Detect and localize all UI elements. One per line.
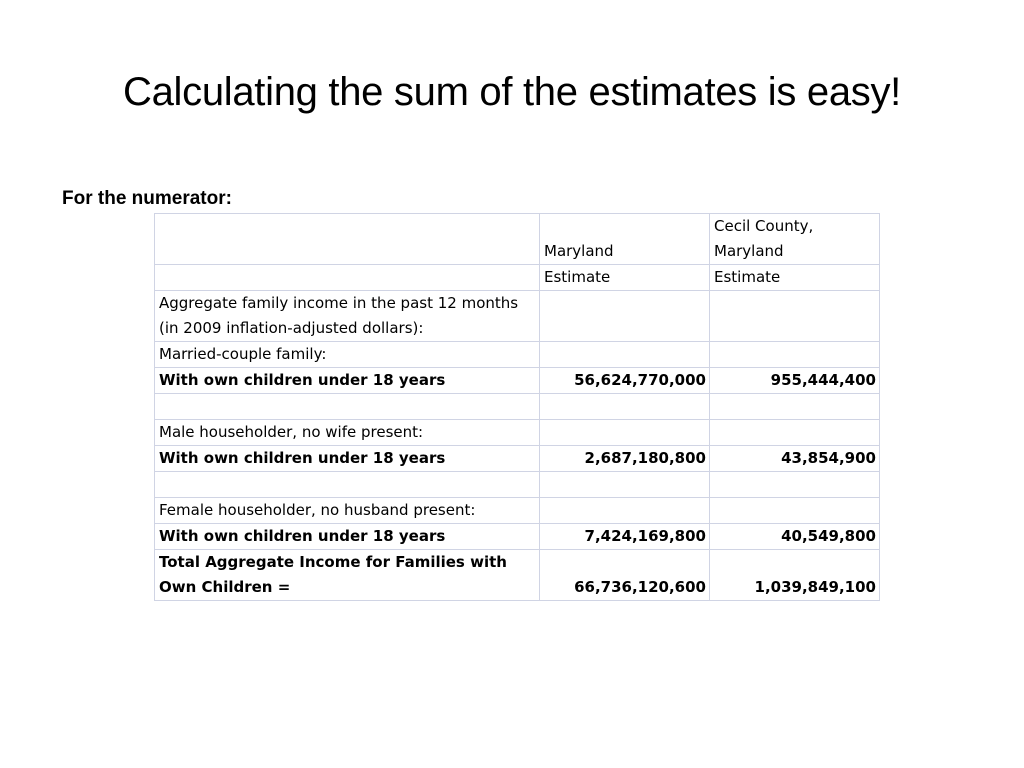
row-label: Aggregate family income in the past 12 months (in 2009 inflation-adjusted dollars): <box>155 291 540 342</box>
row-label: With own children under 18 years <box>155 524 540 550</box>
maryland-value <box>540 420 710 446</box>
maryland-value <box>540 291 710 342</box>
maryland-value: 7,424,169,800 <box>540 524 710 550</box>
slide-title: Calculating the sum of the estimates is easy! <box>123 70 901 114</box>
cecil-value <box>710 420 880 446</box>
row-label <box>155 472 540 498</box>
table-row <box>155 420 880 446</box>
header-maryland: Maryland <box>540 214 710 265</box>
table-subheader-row <box>155 265 880 291</box>
cecil-value <box>710 394 880 420</box>
table-row <box>155 472 880 498</box>
maryland-value <box>540 394 710 420</box>
table-row <box>155 291 880 342</box>
cecil-value: 955,444,400 <box>710 368 880 394</box>
header-label-cell <box>155 214 540 265</box>
subheader-maryland-estimate: Estimate <box>540 265 710 291</box>
table-row <box>155 368 880 394</box>
cecil-value: 1,039,849,100 <box>710 550 880 601</box>
header-cecil-county: Cecil County, Maryland <box>710 214 880 265</box>
maryland-value <box>540 342 710 368</box>
maryland-value <box>540 498 710 524</box>
cecil-value <box>710 472 880 498</box>
maryland-value: 66,736,120,600 <box>540 550 710 601</box>
row-label: With own children under 18 years <box>155 368 540 394</box>
table-row <box>155 498 880 524</box>
subheader-cecil-estimate: Estimate <box>710 265 880 291</box>
row-label <box>155 394 540 420</box>
row-label: Female householder, no husband present: <box>155 498 540 524</box>
table-row <box>155 446 880 472</box>
row-label: Male householder, no wife present: <box>155 420 540 446</box>
cecil-value <box>710 342 880 368</box>
maryland-value: 2,687,180,800 <box>540 446 710 472</box>
row-label: With own children under 18 years <box>155 446 540 472</box>
subheader-label-cell <box>155 265 540 291</box>
table-row <box>155 524 880 550</box>
maryland-value: 56,624,770,000 <box>540 368 710 394</box>
row-label: Total Aggregate Income for Families with Own Children = <box>155 550 540 601</box>
table-row <box>155 394 880 420</box>
numerator-subheading: For the numerator: <box>62 188 232 209</box>
cecil-value: 40,549,800 <box>710 524 880 550</box>
table-header-row <box>155 214 880 265</box>
maryland-value <box>540 472 710 498</box>
cecil-value <box>710 498 880 524</box>
income-estimates-table <box>154 213 880 601</box>
cecil-value <box>710 291 880 342</box>
table-row <box>155 550 880 601</box>
table-row <box>155 342 880 368</box>
row-label: Married-couple family: <box>155 342 540 368</box>
cecil-value: 43,854,900 <box>710 446 880 472</box>
